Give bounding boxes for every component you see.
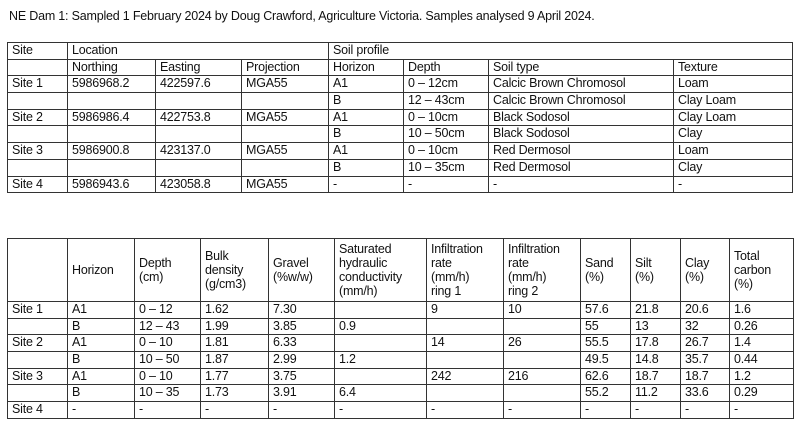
header-site: Site — [8, 43, 68, 60]
table-cell: Site 3 — [8, 368, 68, 385]
header-cell: Easting — [156, 59, 242, 76]
header-line: (g/cm3) — [205, 277, 246, 291]
table-cell: 55.2 — [581, 385, 631, 402]
header-cell — [681, 239, 730, 302]
table-row — [8, 126, 793, 143]
table-cell — [335, 368, 427, 385]
table-cell: 57.6 — [581, 302, 631, 319]
table-cell: 55.5 — [581, 335, 631, 352]
header-line: rate — [508, 256, 529, 270]
table-cell — [335, 335, 427, 352]
table-cell: - — [674, 176, 793, 193]
table-cell — [8, 318, 68, 335]
document-caption: NE Dam 1: Sampled 1 February 2024 by Doug Crawford, Agriculture Victoria. Samples analysed 9 April 2024. — [9, 9, 595, 23]
header-cell — [269, 239, 335, 302]
table-cell: 35.7 — [681, 352, 730, 369]
header-cell — [8, 239, 68, 302]
table-cell — [427, 318, 504, 335]
table-cell: 0 – 10 — [135, 368, 201, 385]
table-cell: MGA55 — [242, 109, 329, 126]
table-cell: 242 — [427, 368, 504, 385]
table-cell: 12 – 43cm — [404, 93, 489, 110]
table-cell: 3.75 — [269, 368, 335, 385]
header-line: (%) — [585, 270, 604, 284]
table-cell: 0.9 — [335, 318, 427, 335]
column-header-row — [8, 239, 794, 302]
table-cell: Clay Loam — [674, 93, 793, 110]
table-cell — [242, 159, 329, 176]
table-cell: 10 – 35cm — [404, 159, 489, 176]
header-line: density — [205, 263, 244, 277]
table-cell — [68, 126, 156, 143]
table-cell: 5986943.6 — [68, 176, 156, 193]
table-row — [8, 402, 794, 419]
table-cell: 422597.6 — [156, 76, 242, 93]
table-cell — [504, 352, 581, 369]
header-line: Infiltration — [508, 242, 560, 256]
table-cell: - — [631, 402, 681, 419]
header-line: Bulk — [205, 249, 229, 263]
table-cell: - — [504, 402, 581, 419]
table-row — [8, 109, 793, 126]
header-line: Sand — [585, 256, 614, 270]
header-cell — [8, 59, 68, 76]
table-cell: B — [329, 159, 404, 176]
header-cell — [335, 239, 427, 302]
table-cell: - — [201, 402, 269, 419]
table-row — [8, 335, 794, 352]
table-cell: A1 — [329, 109, 404, 126]
table-cell: - — [681, 402, 730, 419]
table-cell: A1 — [68, 302, 135, 319]
header-location: Location — [68, 43, 329, 60]
table-cell: 9 — [427, 302, 504, 319]
table-cell: - — [427, 402, 504, 419]
header-line: Clay — [685, 256, 710, 270]
table-cell: - — [329, 176, 404, 193]
table-cell: 20.6 — [681, 302, 730, 319]
table-cell: Black Sodosol — [489, 109, 674, 126]
table-cell: 1.73 — [201, 385, 269, 402]
table-row — [8, 318, 794, 335]
table-cell: A1 — [68, 335, 135, 352]
table-cell: 1.2 — [335, 352, 427, 369]
header-line: Horizon — [72, 263, 114, 277]
header-cell: Depth — [404, 59, 489, 76]
header-cell: Northing — [68, 59, 156, 76]
header-line: ring 2 — [508, 284, 539, 298]
table-cell: 55 — [581, 318, 631, 335]
table-cell — [68, 159, 156, 176]
header-soil-profile: Soil profile — [329, 43, 793, 60]
header-line: (%) — [635, 270, 654, 284]
table-cell — [156, 93, 242, 110]
table-cell: - — [68, 402, 135, 419]
table-cell: MGA55 — [242, 76, 329, 93]
header-cell — [504, 239, 581, 302]
table-cell: 7.30 — [269, 302, 335, 319]
header-cell — [68, 239, 135, 302]
table-cell: 14 — [427, 335, 504, 352]
table-cell: Calcic Brown Chromosol — [489, 93, 674, 110]
table-cell: 1.99 — [201, 318, 269, 335]
table-cell: 11.2 — [631, 385, 681, 402]
table-cell: 3.85 — [269, 318, 335, 335]
table-cell — [8, 93, 68, 110]
header-line: (%) — [734, 277, 753, 291]
table-cell: 21.8 — [631, 302, 681, 319]
table-cell: B — [329, 126, 404, 143]
table-row — [8, 93, 793, 110]
table-cell: Site 1 — [8, 302, 68, 319]
site-location-table — [7, 42, 793, 193]
table-cell: 14.8 — [631, 352, 681, 369]
table-cell: 32 — [681, 318, 730, 335]
table-cell: 0.29 — [730, 385, 794, 402]
table-cell: 2.99 — [269, 352, 335, 369]
table-cell — [242, 93, 329, 110]
table-cell: 423137.0 — [156, 143, 242, 160]
table-cell — [8, 159, 68, 176]
table-cell: Clay Loam — [674, 109, 793, 126]
header-line: rate — [431, 256, 452, 270]
table-cell: - — [135, 402, 201, 419]
table-cell: Site 4 — [8, 402, 68, 419]
table-cell: 216 — [504, 368, 581, 385]
table-cell — [8, 385, 68, 402]
table-cell: 0 – 10 — [135, 335, 201, 352]
table-cell — [427, 385, 504, 402]
table-cell: 1.6 — [730, 302, 794, 319]
table-cell: - — [335, 402, 427, 419]
table-cell: 17.8 — [631, 335, 681, 352]
table-cell: Calcic Brown Chromosol — [489, 76, 674, 93]
table-row — [8, 159, 793, 176]
table-cell: MGA55 — [242, 143, 329, 160]
table-cell: 26.7 — [681, 335, 730, 352]
table-cell — [8, 126, 68, 143]
header-cell — [631, 239, 681, 302]
table-cell: A1 — [329, 143, 404, 160]
table-cell: B — [68, 352, 135, 369]
header-line: (mm/h) — [508, 270, 547, 284]
table-cell: 12 – 43 — [135, 318, 201, 335]
table-cell: Site 2 — [8, 109, 68, 126]
soil-properties-table — [7, 238, 794, 419]
table-cell: 62.6 — [581, 368, 631, 385]
table-cell: 5986900.8 — [68, 143, 156, 160]
table-cell: 10 – 50cm — [404, 126, 489, 143]
table-row — [8, 76, 793, 93]
header-line: Depth — [139, 256, 172, 270]
table-row — [8, 302, 794, 319]
table-cell: 1.81 — [201, 335, 269, 352]
header-line: Saturated — [339, 242, 392, 256]
table-cell: Site 4 — [8, 176, 68, 193]
header-line: (mm/h) — [431, 270, 470, 284]
table-cell: 1.2 — [730, 368, 794, 385]
table-cell: 13 — [631, 318, 681, 335]
table-row — [8, 176, 793, 193]
table-cell: - — [404, 176, 489, 193]
table-cell: Clay — [674, 159, 793, 176]
header-cell — [135, 239, 201, 302]
table-cell: 423058.8 — [156, 176, 242, 193]
table-cell: A1 — [329, 76, 404, 93]
header-line: Total — [734, 249, 760, 263]
table-cell: B — [68, 385, 135, 402]
table-cell: Red Dermosol — [489, 143, 674, 160]
header-cell: Soil type — [489, 59, 674, 76]
table-cell: 5986986.4 — [68, 109, 156, 126]
table-cell: 6.33 — [269, 335, 335, 352]
table-row — [8, 143, 793, 160]
table-cell: 1.4 — [730, 335, 794, 352]
header-line: conductivity — [339, 270, 402, 284]
table-cell: 1.62 — [201, 302, 269, 319]
table-cell: 422753.8 — [156, 109, 242, 126]
table-cell: 1.87 — [201, 352, 269, 369]
table-cell: 10 – 35 — [135, 385, 201, 402]
table-cell: Site 1 — [8, 76, 68, 93]
table-cell — [504, 318, 581, 335]
header-line: Silt — [635, 256, 652, 270]
column-header-row — [8, 59, 793, 76]
table-cell — [242, 126, 329, 143]
table-cell: 0.26 — [730, 318, 794, 335]
table-cell: Site 3 — [8, 143, 68, 160]
table-row — [8, 352, 794, 369]
table-cell: Loam — [674, 143, 793, 160]
header-line: Infiltration — [431, 242, 483, 256]
header-line: (cm) — [139, 270, 164, 284]
table-cell — [156, 126, 242, 143]
table-cell: 1.77 — [201, 368, 269, 385]
header-cell: Horizon — [329, 59, 404, 76]
table-cell: 6.4 — [335, 385, 427, 402]
table-cell: 10 — [504, 302, 581, 319]
table-cell — [335, 302, 427, 319]
table-cell — [68, 93, 156, 110]
group-header-row — [8, 43, 793, 60]
header-cell: Texture — [674, 59, 793, 76]
table-cell: - — [489, 176, 674, 193]
table-cell: - — [581, 402, 631, 419]
table-cell: B — [68, 318, 135, 335]
table-cell: 33.6 — [681, 385, 730, 402]
table-cell: 5986968.2 — [68, 76, 156, 93]
header-line: Gravel — [273, 256, 309, 270]
table-cell — [427, 352, 504, 369]
table-cell: MGA55 — [242, 176, 329, 193]
table-cell: 0 – 12 — [135, 302, 201, 319]
table-row — [8, 368, 794, 385]
table-cell: 26 — [504, 335, 581, 352]
header-line: (mm/h) — [339, 284, 378, 298]
table-cell: B — [329, 93, 404, 110]
header-cell — [581, 239, 631, 302]
table-cell: Site 2 — [8, 335, 68, 352]
table-cell: - — [269, 402, 335, 419]
table-cell — [8, 352, 68, 369]
header-line: ring 1 — [431, 284, 462, 298]
header-cell — [201, 239, 269, 302]
table-cell: - — [730, 402, 794, 419]
table-cell: 10 – 50 — [135, 352, 201, 369]
table-cell: Clay — [674, 126, 793, 143]
table-cell: Red Dermosol — [489, 159, 674, 176]
header-cell — [730, 239, 794, 302]
table-cell: A1 — [68, 368, 135, 385]
table-cell: 49.5 — [581, 352, 631, 369]
table-cell — [504, 385, 581, 402]
header-line: (%w/w) — [273, 270, 313, 284]
table-cell: Black Sodosol — [489, 126, 674, 143]
table-cell — [156, 159, 242, 176]
table-cell: 0.44 — [730, 352, 794, 369]
table-cell: 18.7 — [681, 368, 730, 385]
table-cell: 0 – 10cm — [404, 109, 489, 126]
table-cell: 3.91 — [269, 385, 335, 402]
table-cell: 0 – 12cm — [404, 76, 489, 93]
table-row — [8, 385, 794, 402]
header-line: carbon — [734, 263, 772, 277]
table-cell: 0 – 10cm — [404, 143, 489, 160]
header-line: (%) — [685, 270, 704, 284]
table-cell: 18.7 — [631, 368, 681, 385]
header-cell — [427, 239, 504, 302]
table-cell: Loam — [674, 76, 793, 93]
header-cell: Projection — [242, 59, 329, 76]
header-line: hydraulic — [339, 256, 388, 270]
